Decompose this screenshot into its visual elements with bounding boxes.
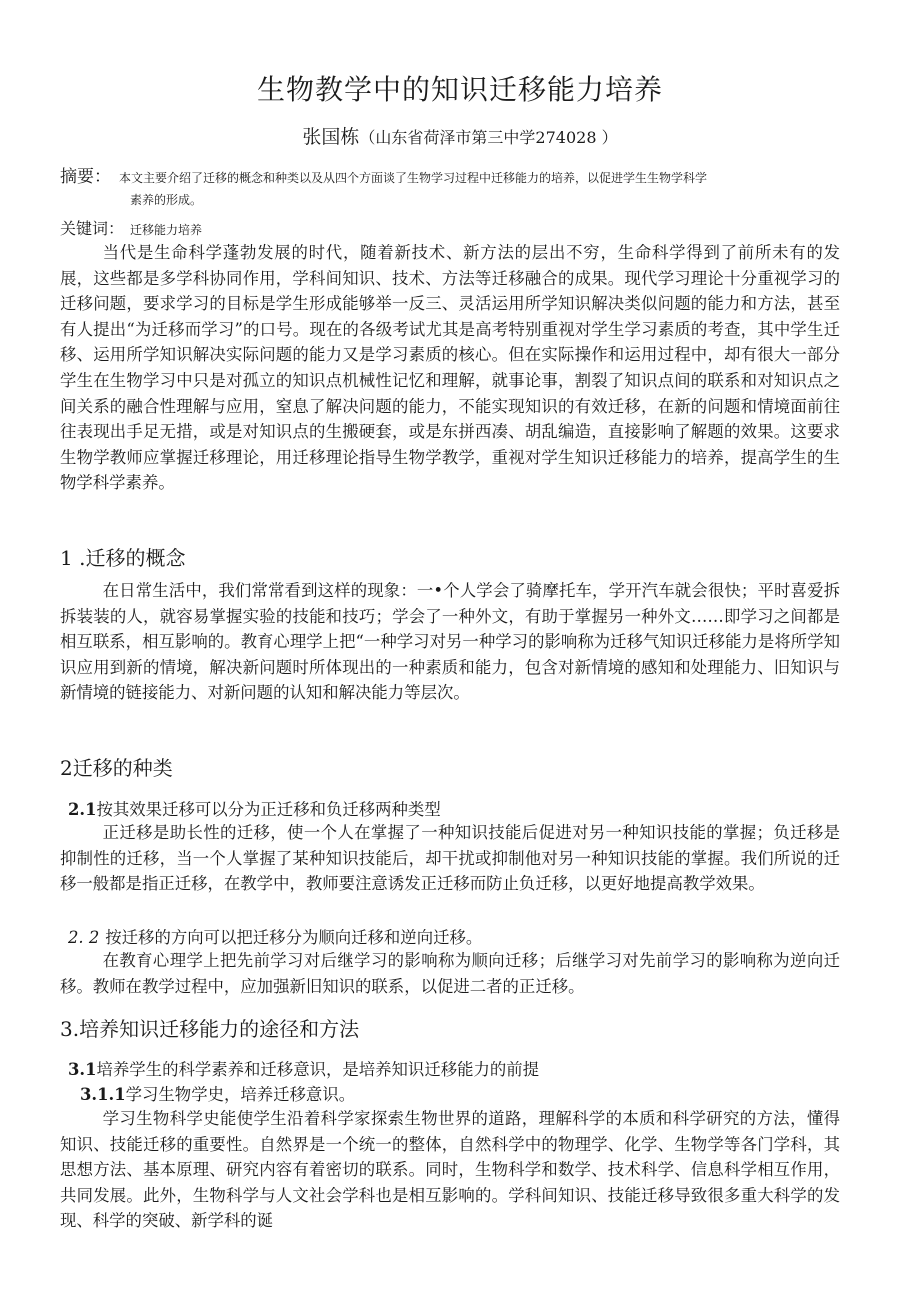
keywords-text: 迁移能力培养 — [130, 223, 203, 237]
section-2-heading: 2迁移的种类 — [60, 756, 173, 780]
subsection-2-1-paragraph: 正迁移是助长性的迁移，使一个人在掌握了一种知识技能后促进对另一种知识技能的掌握；负迁移是抑制性的迁移，当一个人掌握了某种知识技能后，却干扰或抑制他对另一种知识技能的掌握。我们所说的迁移一般都是指正迁移，在教学中，教师要注意诱发正迁移而防止负迁移，以更好地提高教学效果。 — [60, 823, 840, 894]
author-affiliation: （山东省荷泽市第三中学274028 ） — [359, 128, 618, 147]
section-3-heading: 3.培养知识迁移能力的途径和方法 — [60, 1017, 360, 1041]
subsection-3-1-1-heading — [80, 1081, 355, 1105]
subsection-3-1-title: 培养学生的科学素养和迁移意识，是培养知识迁移能力的前提 — [96, 1060, 540, 1079]
subsection-2-1-number: 2.1 — [68, 800, 97, 819]
subsection-2-2-number: 2. 2 — [68, 928, 100, 947]
keywords — [60, 216, 850, 239]
intro-paragraph: 当代是生命科学蓬勃发展的时代，随着新技术、新方法的层出不穷，生命科学得到了前所未有的发展，这些都是多学科协同作用，学科间知识、技术、方法等迁移融合的成果。现代学习理论十分重视学习的迁移问题，要求学习的目标是学生形成能够举一反三、灵活运用所学知识解决类似问题的能力和方法，甚至有人提出“为迁移而学习”的口号。现在的各级考试尤其是高考特别重视对学生学习素质的考查，其中学生迁移、运用所学知识解决实际问题的能力又是学习素质的核心。但在实际操作和运用过程中，却有很大一部分学生在生物学习中只是对孤立的知识点机械性记忆和理解，就事论事，割裂了知识点间的联系和对知识点之间关系的融合性理解与应用，窒息了解决问题的能力，不能实现知识的有效迁移，在新的问题和情境面前往往表现出手足无措，或是对知识点的生搬硬套，或是东拼西凑、胡乱编造，直接影响了解题的效果。这要求生物学教师应掌握迁移理论，用迁移理论指导生物学教学，重视对学生知识迁移能力的培养，提高学生的生物学科学素养。 — [60, 243, 840, 493]
subsection-2-2-title: 按迁移的方向可以把迁移分为顺向迁移和逆向迁移。 — [105, 928, 483, 947]
subsection-3-1-1-title: 学习生物学史，培养迁移意识。 — [125, 1085, 356, 1104]
abstract-text-continued: 素养的形成。 — [130, 193, 203, 207]
keywords-label: 关键词： — [60, 219, 125, 238]
subsection-3-1-number: 3.1 — [68, 1060, 97, 1079]
abstract-label: 摘要： — [60, 167, 111, 187]
abstract-text: 本文主要介绍了迁移的概念和种类以及从四个方面谈了生物学习过程中迁移能力的培养，以促进学生生物学科学 — [119, 171, 708, 185]
subsection-2-1-heading — [68, 796, 441, 820]
section-1-heading: 1 .迁移的概念 — [60, 546, 186, 570]
subsection-3-1-heading — [68, 1056, 539, 1080]
abstract — [60, 166, 850, 211]
subsection-2-1-title: 按其效果迁移可以分为正迁移和负迁移两种类型 — [96, 800, 441, 819]
section-1-paragraph: 在日常生活中，我们常常看到这样的现象：一•个人学会了骑摩托车，学开汽车就会很快；平时喜爱拆拆装装的人，就容易掌握实验的技能和技巧；学会了一种外文，有助于掌握另一种外文……即学习之间都是相互联系，相互影响的。教育心理学上把“一种学习对另一种学习的影响称为迁移气知识迁移能力是将所学知识应用到新的情境，解决新问题时所体现出的一种素质和能力，包含对新情境的感知和处理能力、旧知识与新情境的链接能力、对新问题的认知和解决能力等层次。 — [60, 581, 840, 703]
subsection-2-2-paragraph: 在教育心理学上把先前学习对后继学习的影响称为顺向迁移；后继学习对先前学习的影响称为逆向迁移。教师在教学过程中，应加强新旧知识的联系，以促进二者的正迁移。 — [60, 951, 840, 996]
author-name: 张国栋 — [302, 126, 360, 148]
subsection-3-1-1-number: 3.1.1 — [80, 1085, 126, 1104]
subsection-2-2-heading — [68, 924, 482, 948]
author-line — [0, 122, 920, 149]
document-title: 生物教学中的知识迁移能力培养 — [256, 73, 663, 106]
subsection-3-1-1-paragraph: 学习生物科学史能使学生沿着科学家探索生物世界的道路，理解科学的本质和科学研究的方法，懂得知识、技能迁移的重要性。自然界是一个统一的整体，自然科学中的物理学、化学、生物学等各门学科，其思想方法、基本原理、研究内容有着密切的联系。同时，生物科学和数学、技术科学、信息科学相互作用，共同发展。此外，生物科学与人文社会学科也是相互影响的。学科间知识、技能迁移导致很多重大科学的发现、科学的突破、新学科的诞 — [60, 1109, 840, 1231]
